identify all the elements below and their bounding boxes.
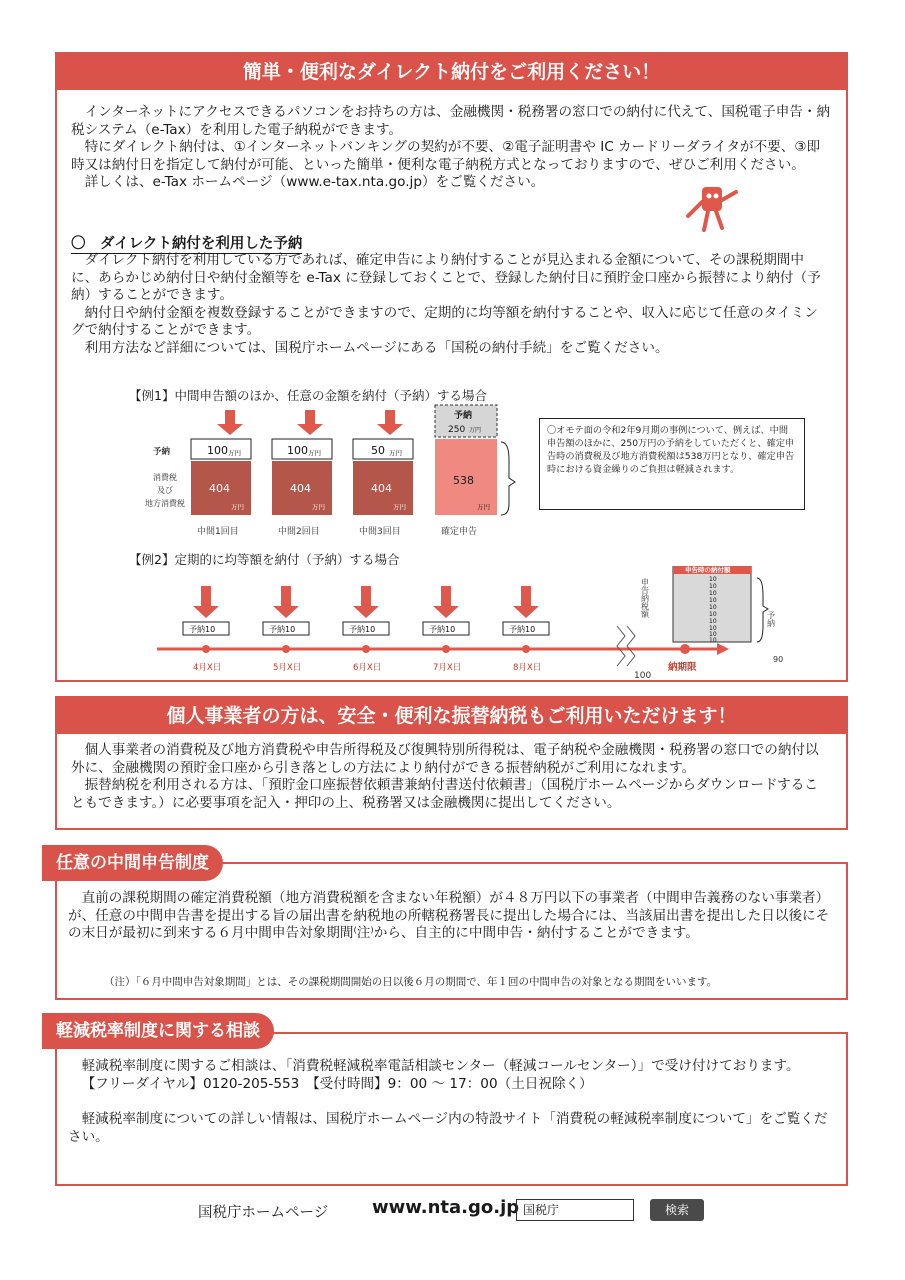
interim-return-body [68,890,833,943]
final-yono-unit: 万円 [469,427,482,434]
label-tax2: 及び [157,486,173,495]
final-bracket [501,442,515,515]
deadline-label: 納期限 [668,662,697,673]
final-yono-title: 予納 [454,411,473,421]
timeline-break [617,626,625,666]
bar3-label: 中間3回目 [359,527,401,537]
arrow-down-3 [377,410,403,435]
pay-label-2: 予納10 [269,625,296,634]
bar1-label: 中間1回目 [197,527,239,537]
example2-diagram [117,566,797,684]
bar1-main-value: 404 [209,482,230,495]
reduced-tax-phone: 【フリーダイヤル】0120-205-553 【受付時間】9：00 ～ 17：00（土日祝除く） [81,1075,593,1092]
pay-date-2: 5月X日 [273,663,302,673]
example2-title: 【例2】定期的に均等額を納付（予納）する場合 [129,552,400,567]
direct-payment-banner [57,54,846,90]
bar2-label: 中間2回目 [278,527,320,537]
bar4-main-unit: 万円 [477,503,490,511]
prepayment-subheading: 〇 ダイレクト納付を利用した予納 [71,232,302,254]
footer-search-button[interactable]: 検索 [650,1199,704,1221]
bar3-main-unit: 万円 [393,503,406,511]
footer-url[interactable]: www.nta.go.jp [372,1197,520,1218]
stack-row-8: 10 [709,625,717,632]
reduced-tax-title: 軽減税率制度に関する相談 [56,1021,260,1041]
direct-payment-intro [71,104,831,192]
total-value: 100 [634,671,652,681]
mascot-illustration [682,182,742,237]
pay-dot-4 [442,645,450,653]
arrow-down-1 [217,410,243,435]
final-yono-value: 250 [448,425,466,435]
bar1-main-unit: 万円 [231,503,244,511]
direct-payment-title: 簡単・便利なダイレクト納付をご利用ください！ [242,61,661,83]
stack-rows [709,576,717,644]
bar4-label: 確定申告 [441,527,478,537]
para-transfer-desc: 個人事業者の消費税及び地方消費税や申告所得税及び復興特別所得税は、電子納税や金融機関・税務署の窓口での納付以外に、金融機関の預貯金口座から引き落としの方法により納付ができる振替納税がご利用になれます。 [71,742,819,776]
timeline-arrowhead [717,643,729,655]
bar1-top-unit: 万円 [228,449,241,457]
bar2-top-unit: 万円 [308,449,321,457]
bar4-main-value: 538 [453,474,474,487]
interim-return-title: 任意の中間申告制度 [56,853,209,873]
pay-arrow-2 [273,586,299,618]
stack-row-2: 10 [709,583,717,590]
bar3-top-unit: 万円 [389,449,402,457]
stack-yono-label: 予納 [766,611,776,627]
stack-header-label: 申告時の納付額 [685,566,731,574]
pay-arrow-4 [433,586,459,618]
stack-row-6: 10 [709,611,717,618]
interim-return-tab [42,845,223,881]
transfer-payment-section [55,696,848,830]
transfer-payment-title: 個人事業者の方は、安全・便利な振替納税もご利用いただけます！ [166,705,737,727]
vertical-tax-label: 申告納税額 [640,578,650,618]
bar2-main-value: 404 [290,482,311,495]
para-reduced-info: 軽減税率制度についての詳しい情報は、国税庁ホームページ内の特設サイト「消費税の軽減税率制度について」をご覧ください。 [68,1111,828,1145]
bar3-top-value: 50 [371,444,385,457]
example1-diagram [123,402,593,542]
bar1-top-value: 100 [207,444,228,457]
para-prepay-details: 利用方法など詳細については、国税庁ホームページにある「国税の納付手続」をご覧ください。 [84,339,669,356]
para-direct-benefits: 特にダイレクト納付は、①インターネットバンキングの契約が不要、②電子証明書や IC カードリーダライタが不要、③即時又は納付日を指定して納付が可能、といった簡単・便利な電子納税方式となっておりますので、ぜひご利用ください。 [71,139,821,173]
reduced-tax-body [68,1058,833,1146]
stack-row-4: 10 [709,597,717,604]
pay-dot-3 [362,645,370,653]
direct-payment-section [55,52,848,682]
pay-date-4: 7月X日 [433,663,462,673]
footer-label: 国税庁ホームページ [198,1205,329,1221]
pay-label-1: 予納10 [189,625,216,634]
transfer-payment-body [71,742,831,812]
footer-search-input[interactable]: 国税庁 [516,1199,634,1221]
stack-row-9: 10 [709,631,717,638]
pay-date-1: 4月X日 [193,663,222,673]
para-interim-desc: 直前の課税期間の確定消費税額（地方消費税額を含まない年税額）が４８万円以下の事業者（中間申告義務のない事業者）が、任意の中間申告書を提出する旨の届出書を納税地の所轄税務署長に提出した場合には、当該届出書を提出した日以後にその末日が最初に到来する６月中間申告対象期間⁽注⁾から、自主的に中間申告・納付することができます。 [68,890,830,942]
bar3-main-value: 404 [371,482,392,495]
stack-row-10: 10 [709,637,717,644]
stack-row-1: 10 [709,576,717,583]
label-yono: 予納 [153,447,171,457]
para-prepay-multiple: 納付日や納付金額を複数登録することができますので、定期的に均等額を納付することや、収入に応じて任意のタイミングで納付することができます。 [71,304,818,339]
stack-yono-value: 90 [773,655,784,664]
para-transfer-apply: 振替納税を利用される方は、「預貯金口座振替依頼書兼納付書送付依頼書」（国税庁ホームページからダウンロードすることもできます。）に必要事項を記入・押印の上、税務署又は金融機関に提出してください。 [71,777,818,811]
pay-arrow-5 [513,586,539,618]
pay-dot-2 [282,645,290,653]
para-reduced-consult: 軽減税率制度に関するご相談は、「消費税軽減税率電話相談センター（軽減コールセンター）」で受け付けております。 [81,1058,800,1074]
reduced-tax-tab [42,1013,274,1049]
stack-row-3: 10 [709,590,717,597]
pay-date-3: 6月X日 [353,663,382,673]
transfer-payment-banner [57,698,846,734]
pay-arrow-1 [193,586,219,618]
para-prepay-desc: ダイレクト納付を利用している方であれば、確定申告により納付することが見込まれる金額について、その課税期間中に、あらかじめ納付日や納付金額等を e-Tax に登録しておくことで、登録した納付日に預貯金口座から振替により納付（予納）することができます。 [71,252,821,304]
prepayment-body [71,252,831,358]
stack-bracket [757,578,768,642]
stack-row-7: 10 [709,618,717,625]
stack-row-5: 10 [709,604,717,611]
pay-dot-5 [522,645,530,653]
pay-date-5: 8月X日 [513,663,542,673]
pay-dot-1 [202,645,210,653]
label-tax3: 地方消費税 [145,499,185,508]
deadline-dot [680,644,690,654]
interim-return-note: （注）「６月中間申告対象期間」とは、その課税期間開始の日以後６月の期間で、年１回の中間申告の対象となる期間をいいます。 [104,976,718,988]
example1-note: 〇オモテ面の令和2年9月期の事例について、例えば、中間申告額のほかに、250万円の予納をしていただくと、確定申告時の消費税及び地方消費税額は538万円となり、確定申告時における資金繰りのご負担は軽減されます。 [539,418,805,510]
pay-arrow-3 [353,586,379,618]
example1-title: 【例1】中間申告額のほか、任意の金額を納付（予納）する場合 [129,388,487,403]
final-yono-box [435,405,497,437]
arrow-down-2 [297,410,323,435]
label-tax1: 消費税 [153,473,177,482]
pay-label-5: 予納10 [509,625,536,634]
pay-label-4: 予納10 [429,625,456,634]
pay-label-3: 予納10 [349,625,376,634]
bar2-top-value: 100 [287,444,308,457]
para-etax-intro: インターネットにアクセスできるパソコンをお持ちの方は、金融機関・税務署の窓口での納付に代えて、国税電子申告・納税システム（e-Tax）を利用した電子納税ができます。 [71,104,831,138]
para-etax-link: 詳しくは、e-Tax ホームページ（www.e-tax.nta.go.jp）をご覧ください。 [84,174,545,191]
bar2-main-unit: 万円 [312,503,325,511]
